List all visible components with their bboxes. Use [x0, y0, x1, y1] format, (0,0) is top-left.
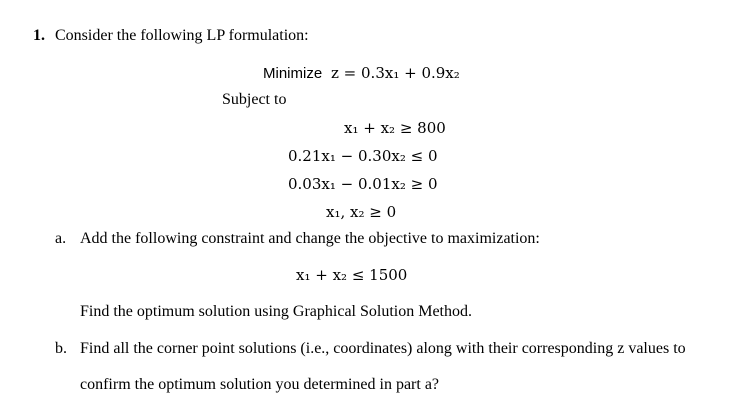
question-intro: Consider the following LP formulation: [55, 27, 309, 44]
objective-label: Minimize [263, 65, 323, 82]
part-a-instruction: Find the optimum solution using Graphical Solution Method. [80, 303, 472, 320]
part-a-new-constraint: x₁ + x₂ ≤ 1500 [296, 266, 408, 284]
constraint-2: 0.21x₁ − 0.30x₂ ≤ 0 [288, 147, 438, 165]
part-b-text-line-1: Find all the corner point solutions (i.e., coordinates) along with their corresponding z values to [80, 340, 686, 357]
part-a-label: a. [55, 230, 67, 247]
question-number: 1. [33, 27, 45, 44]
constraint-3: 0.03x₁ − 0.01x₂ ≥ 0 [288, 175, 438, 193]
constraint-nonnegativity: x₁, x₂ ≥ 0 [326, 203, 397, 221]
part-b-text-line-2: confirm the optimum solution you determined in part a? [80, 376, 440, 393]
objective-expression [331, 66, 460, 81]
constraint-1: x₁ + x₂ ≥ 800 [344, 119, 446, 137]
subject-to-label: Subject to [222, 91, 287, 108]
objective-expression-text: z = 0.3x₁ + 0.9x₂ [331, 64, 460, 82]
part-b-label: b. [55, 340, 67, 357]
part-a-text: Add the following constraint and change the objective to maximization: [80, 230, 540, 247]
